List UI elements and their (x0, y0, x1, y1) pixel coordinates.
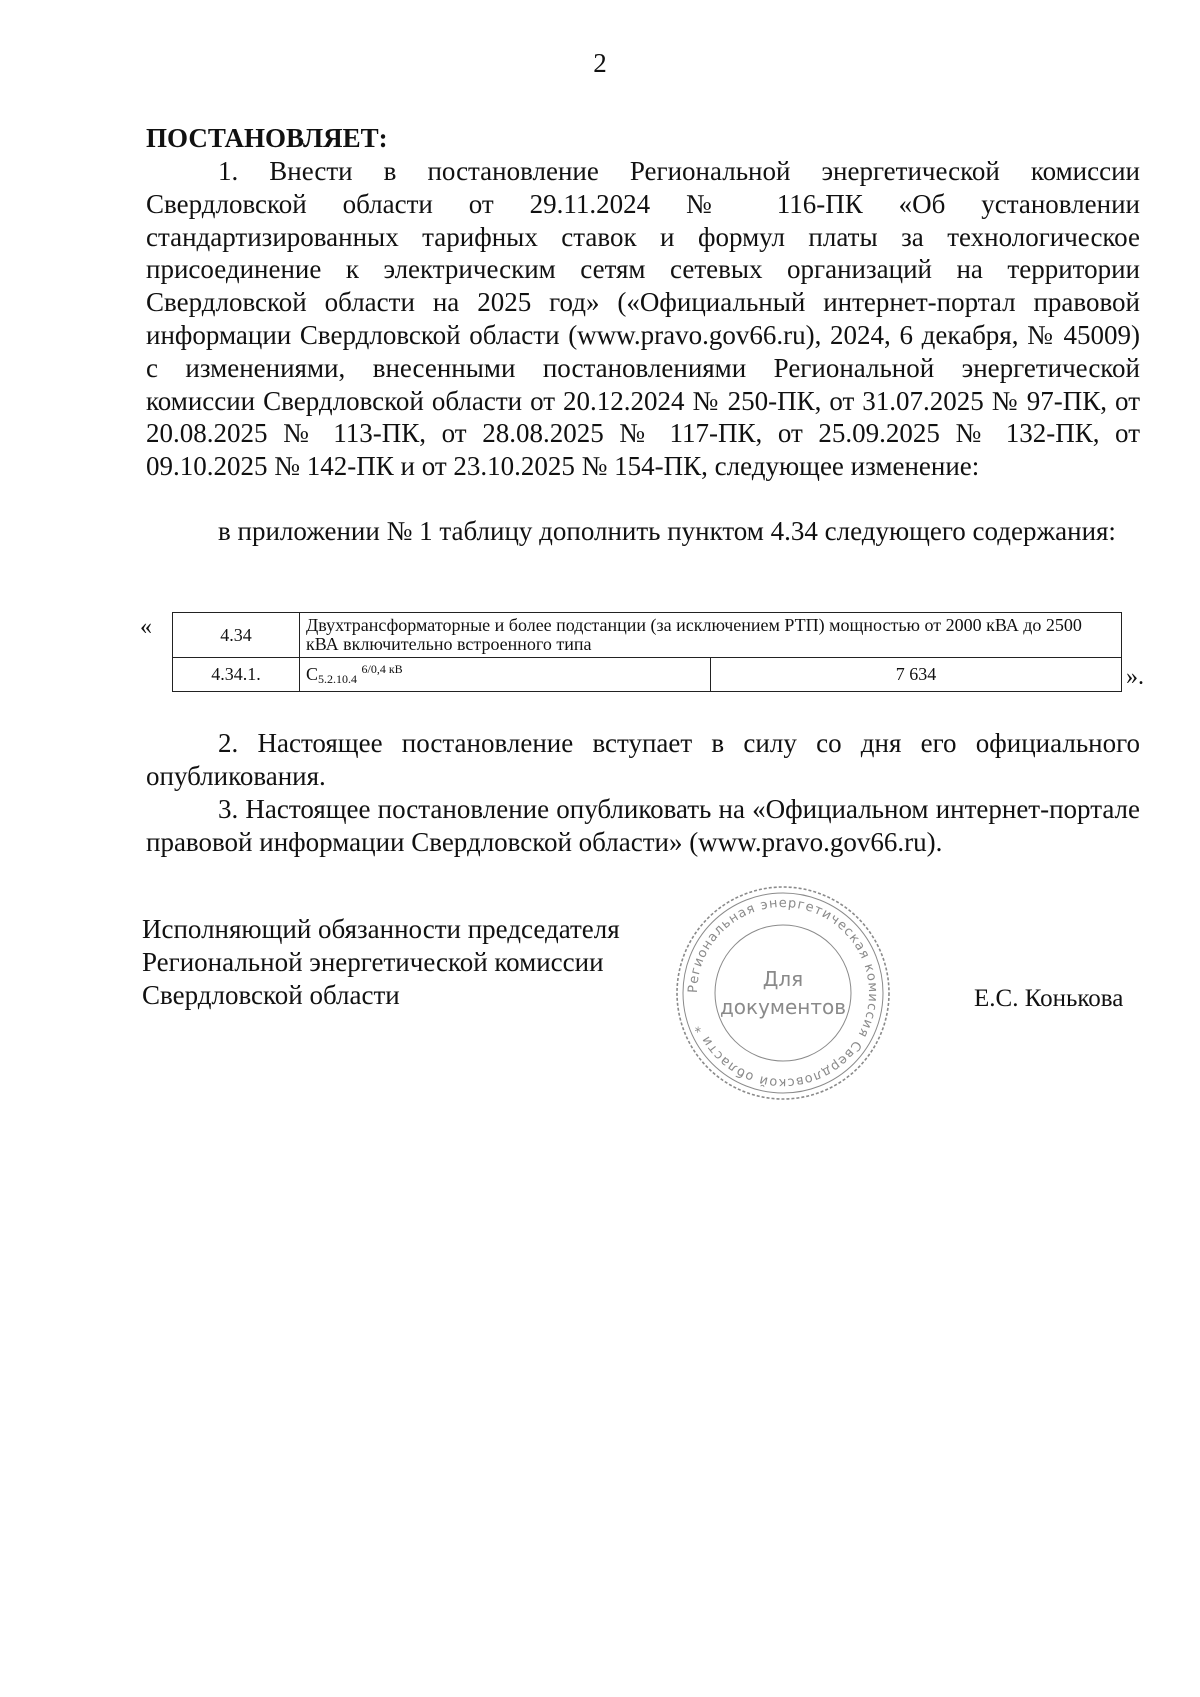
paragraph-effective-date: 2. Настоящее постановление вступает в силу со дня его официального опубликования. (146, 728, 1140, 791)
table-quote-open: « (140, 614, 152, 640)
signature-position-line: Свердловской области (142, 979, 400, 1010)
signature-block (142, 913, 620, 1011)
row-number-cell: 4.34 (173, 613, 300, 658)
paragraph-amendment: 1. Внести в постановление Региональной энергетической комиссии Свердловской области от 29.11.2024 № 116-ПК «Об установлении стандартизированных тарифных ставок и формул платы за технологическое присоединение к электрическим сетям сетевых организаций на территории Свердловской области на 2025 год» («Официальный интернет-портал правовой информации Свердловской области (www.pravo.gov66.ru), 2024, 6 декабря, № 45009) с изменениями, внесенными постановлениями Региональной энергетической комиссии Свердловской области от 20.12.2024 № 250-ПК, от 31.07.2025 № 97-ПК, от 20.08.2025 № 113-ПК, от 28.08.2025 № 117-ПК, от 25.09.2025 № 132-ПК, от 09.10.2025 № 142-ПК и от 23.10.2025 № 154-ПК, следующее изменение: (146, 156, 1140, 482)
stamp-center-line: документов (719, 995, 847, 1019)
paragraph-table-addition: в приложении № 1 таблицу дополнить пунктом 4.34 следующего содержания: (218, 516, 1116, 546)
tariff-code-superscript: 6/0,4 кВ (361, 662, 403, 676)
paragraph-publication: 3. Настоящее постановление опубликовать на «Официальном интернет-портале правовой информации Свердловской области» (www.pravo.gov66.ru). (146, 794, 1140, 857)
row-description-cell: Двухтрансформаторные и более подстанции (за исключением РТП) мощностью от 2000 кВА до 2500 кВА включительно встроенного типа (300, 613, 1122, 658)
stamp-center-line: Для (762, 967, 804, 991)
tariff-code-subscript: 5.2.10.4 (318, 672, 358, 686)
tariff-code: С (306, 664, 319, 684)
table-row (173, 658, 1122, 692)
official-stamp (672, 882, 894, 1104)
tariff-code-cell (300, 658, 711, 692)
signature-position-line: Исполняющий обязанности председателя (142, 914, 620, 944)
signer-name: Е.С. Конькова (974, 985, 1124, 1012)
row-number-cell: 4.34.1. (173, 658, 300, 692)
table-quote-close: ». (1126, 664, 1144, 690)
tariff-value-cell: 7 634 (711, 658, 1122, 692)
resolution-heading: ПОСТАНОВЛЯЕТ: (146, 123, 388, 153)
table-row (173, 613, 1122, 658)
signature-position-line: Региональной энергетической комиссии (142, 946, 604, 977)
tariff-table (172, 612, 1122, 692)
page-number: 2 (593, 48, 607, 78)
stamp-ring-text: Региональная энергетическая комиссия Свердловской области * (685, 895, 881, 1091)
